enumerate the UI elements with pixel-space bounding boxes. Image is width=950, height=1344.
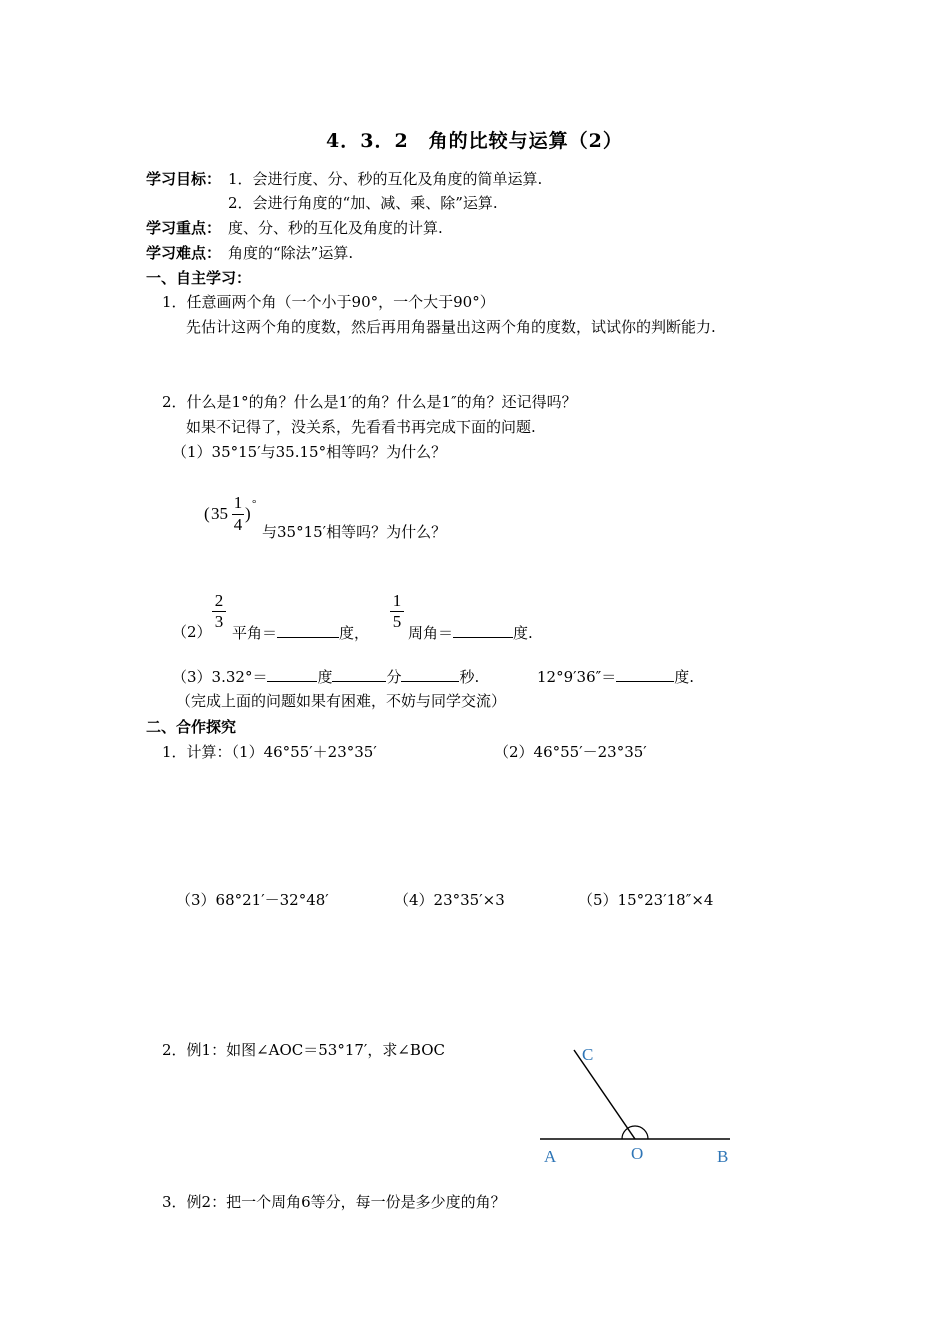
sub2-text2 bbox=[408, 623, 533, 642]
sub-question-1a: （1）35°15′与35.15°相等吗？为什么？ bbox=[172, 443, 447, 461]
fraction-denominator: 3 bbox=[214, 612, 224, 631]
fraction-numerator: 2 bbox=[214, 591, 224, 610]
sub-question-1b: 与35°15′相等吗？为什么？ bbox=[262, 523, 447, 541]
objective-1: 1．会进行度、分、秒的互化及角度的简单运算. bbox=[228, 170, 543, 188]
fraction-two-thirds bbox=[212, 592, 226, 631]
answer-blank[interactable] bbox=[401, 667, 459, 682]
sub3-unit-degree: 度 bbox=[317, 668, 333, 686]
objective-2: 2．会进行角度的“加、减、乘、除”运算. bbox=[228, 194, 498, 212]
sub3-text2: 12°9′36″＝ bbox=[537, 668, 617, 686]
answer-blank[interactable] bbox=[453, 623, 513, 638]
fraction-numerator: 1 bbox=[233, 493, 243, 512]
sub3-line bbox=[172, 667, 479, 686]
calc-item-5: （5）15°23′18″×4 bbox=[578, 891, 714, 909]
answer-blank[interactable] bbox=[616, 667, 674, 682]
fraction-expression bbox=[204, 494, 264, 538]
label-a: A bbox=[544, 1147, 557, 1166]
example-2: 3．例2：把一个周角6等分，每一份是多少度的角？ bbox=[162, 1193, 506, 1211]
answer-blank[interactable] bbox=[267, 667, 317, 682]
fraction-one-fifth bbox=[390, 592, 404, 631]
section1-heading: 一、自主学习： bbox=[146, 269, 252, 287]
sub2-prefix: （2） bbox=[172, 623, 212, 641]
sub3-line2 bbox=[537, 667, 694, 686]
label-o: O bbox=[631, 1144, 644, 1163]
sub3-text1: （3）3.32°＝ bbox=[172, 668, 268, 686]
question-1-line2: 先估计这两个角的度数，然后再用角器量出这两个角的度数，试试你的判断能力. bbox=[186, 318, 716, 336]
sub3-unit-minute: 分 bbox=[386, 668, 402, 686]
label-c: C bbox=[582, 1045, 594, 1064]
section2-heading: 二、合作探究 bbox=[146, 718, 237, 736]
difficulty-text: 角度的“除法”运算. bbox=[228, 244, 354, 262]
fraction-numerator: 1 bbox=[392, 591, 402, 610]
calc-item-1: 1．计算：（1）46°55′＋23°35′ bbox=[162, 743, 377, 761]
example-1: 2．例1：如图∠AOC＝53°17′，求∠BOC bbox=[162, 1041, 445, 1059]
key-points-text: 度、分、秒的互化及角度的计算. bbox=[228, 219, 443, 237]
page-title: 4．3．2 角的比较与运算（2） bbox=[326, 130, 623, 152]
calc-item-3: （3）68°21′－32°48′ bbox=[176, 891, 329, 909]
question-2-line1: 2．什么是1°的角？什么是1′的角？什么是1″的角？还记得吗？ bbox=[162, 393, 577, 411]
answer-blank[interactable] bbox=[332, 667, 386, 682]
close-paren: ) bbox=[245, 504, 251, 523]
sub2-unit1: 度， bbox=[339, 624, 370, 642]
sub2-straight-angle-label: 平角＝ bbox=[232, 624, 278, 642]
difficulty-label: 学习难点： bbox=[146, 244, 222, 262]
sub3-unit-second: 秒. bbox=[459, 668, 480, 686]
angle-figure bbox=[530, 1040, 740, 1170]
angle-arc bbox=[622, 1126, 648, 1139]
fraction-denominator: 4 bbox=[233, 515, 243, 534]
note-text: （完成上面的问题如果有困难，不妨与同学交流） bbox=[176, 692, 507, 710]
whole-number: 35 bbox=[211, 504, 228, 523]
label-b: B bbox=[717, 1147, 729, 1166]
fraction-denominator: 5 bbox=[392, 612, 402, 631]
key-points-label: 学习重点： bbox=[146, 219, 222, 237]
sub2-text1 bbox=[232, 623, 369, 642]
sub3-unit-degree2: 度. bbox=[674, 668, 695, 686]
sub2-full-angle-label: 周角＝ bbox=[408, 624, 454, 642]
answer-blank[interactable] bbox=[277, 623, 339, 638]
calc-item-2: （2）46°55′－23°35′ bbox=[494, 743, 647, 761]
open-paren: ( bbox=[204, 504, 210, 523]
objectives-label: 学习目标： bbox=[146, 170, 222, 188]
calc-item-4: （4）23°35′×3 bbox=[394, 891, 505, 909]
question-1-line1: 1．任意画两个角（一个小于90°，一个大于90°） bbox=[162, 293, 495, 311]
degree-sign: ° bbox=[252, 498, 257, 510]
sub2-unit2: 度. bbox=[513, 624, 533, 642]
question-2-line2: 如果不记得了，没关系，先看看书再完成下面的问题. bbox=[186, 418, 536, 436]
